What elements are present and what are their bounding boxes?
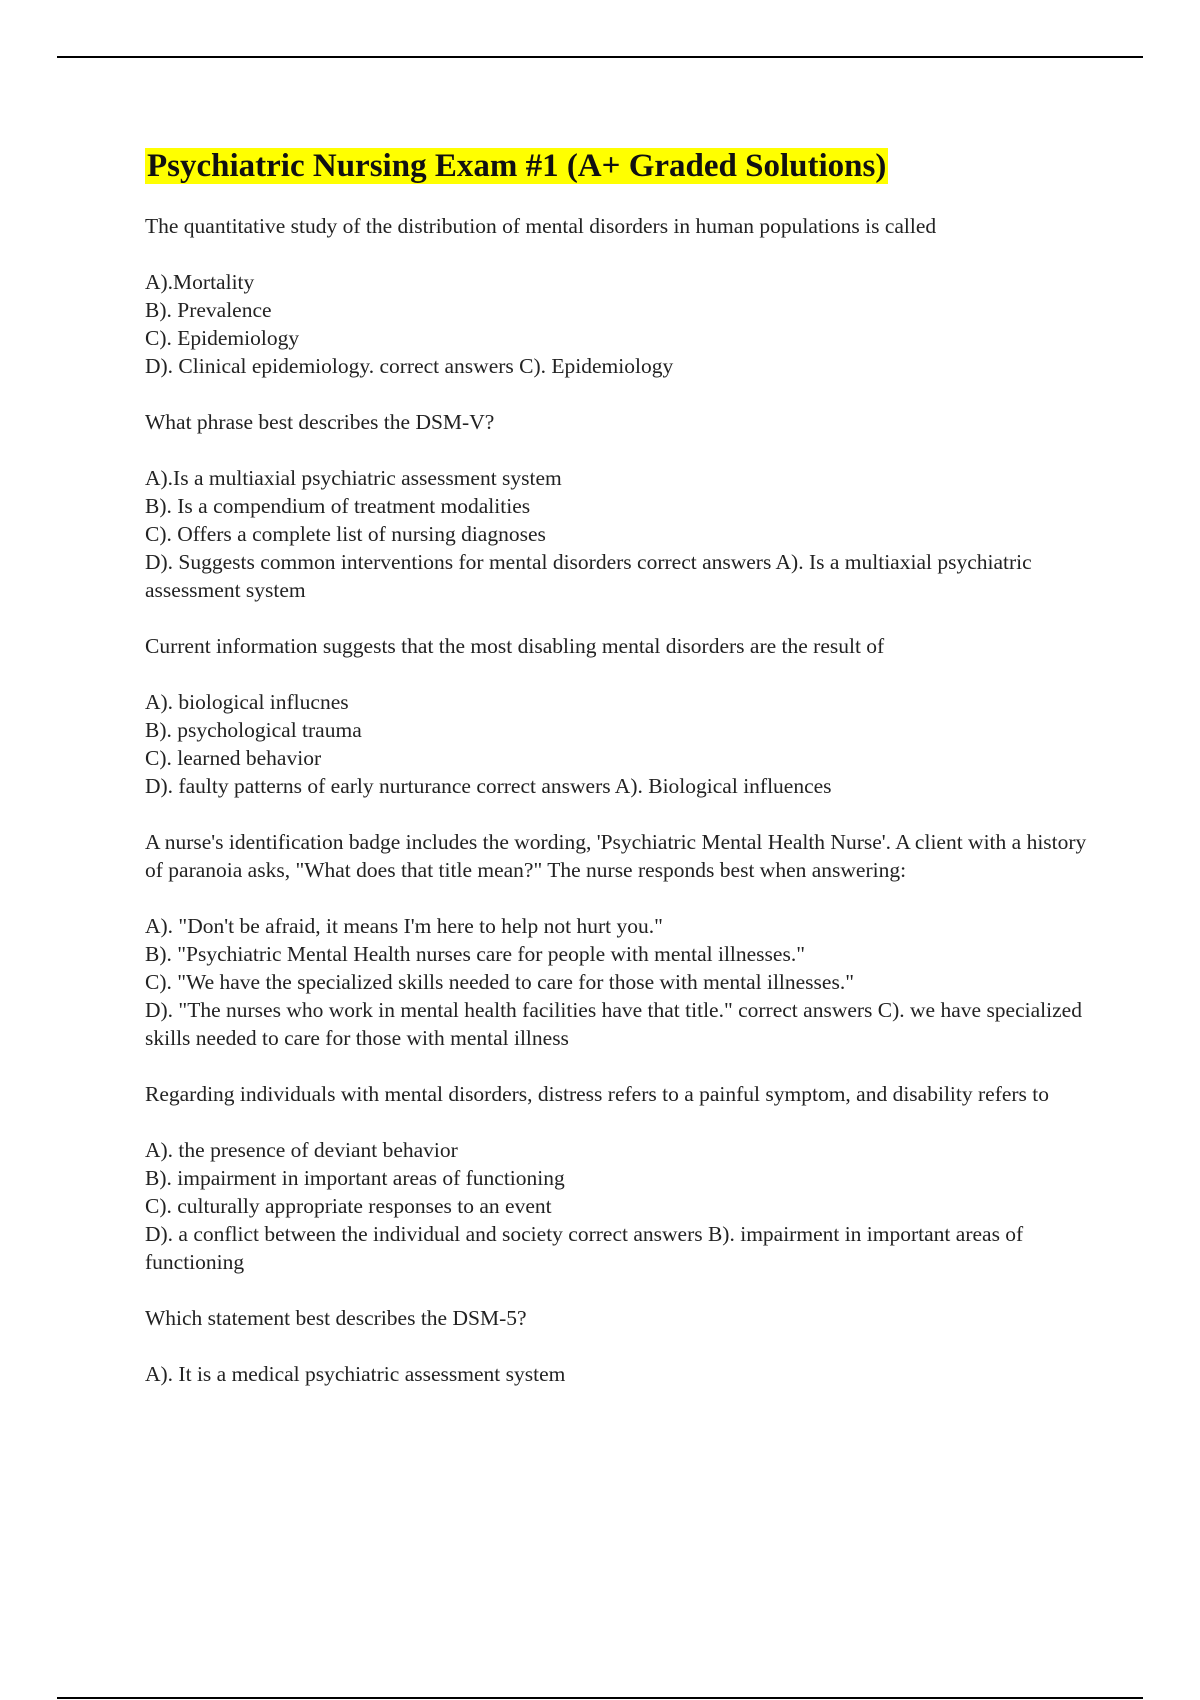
answer-option: B). psychological trauma: [145, 718, 362, 742]
title-highlight: Psychiatric Nursing Exam #1 (A+ Graded Solutions): [147, 148, 887, 184]
question-stem: Regarding individuals with mental disorders, distress refers to a painful symptom, and disability refers to: [145, 1082, 1050, 1106]
answer-option: A).Mortality: [145, 270, 255, 294]
answer-options: [145, 268, 1090, 380]
answer-options: [145, 464, 1090, 604]
answer-option: B). Is a compendium of treatment modalities: [145, 494, 531, 518]
answer-option: D). Suggests common interventions for mental disorders correct answers A). Is a multiaxial psychiatric assessment system: [145, 550, 1032, 602]
answer-options: [145, 1360, 1090, 1388]
question-stem: Current information suggests that the most disabling mental disorders are the result of: [145, 634, 885, 658]
answer-option: A). It is a medical psychiatric assessment system: [145, 1362, 566, 1386]
answer-option: B). impairment in important areas of functioning: [145, 1166, 565, 1190]
question-stem: Which statement best describes the DSM-5?: [145, 1306, 527, 1330]
question-stem: A nurse's identification badge includes the wording, 'Psychiatric Mental Health Nurse'. A client with a history of paranoia asks, "What does that title mean?" The nurse responds best when answering:: [145, 830, 1087, 882]
answer-option: C). Epidemiology: [145, 326, 300, 350]
answer-option: B). Prevalence: [145, 298, 272, 322]
bottom-rule: [57, 1697, 1143, 1699]
answer-option: A).Is a multiaxial psychiatric assessment system: [145, 466, 562, 490]
answer-option: D). "The nurses who work in mental health facilities have that title." correct answers C). we have specialized skills needed to care for those with mental illness: [145, 998, 1082, 1050]
answer-option: A). biological influcnes: [145, 690, 349, 714]
answer-option: C). culturally appropriate responses to an event: [145, 1194, 552, 1218]
question-stem: What phrase best describes the DSM-V?: [145, 410, 495, 434]
question-block: [145, 212, 1090, 380]
answer-option: C). Offers a complete list of nursing diagnoses: [145, 522, 546, 546]
answer-option: A). the presence of deviant behavior: [145, 1138, 458, 1162]
answer-option: A). "Don't be afraid, it means I'm here to help not hurt you.": [145, 914, 663, 938]
top-rule: [57, 56, 1143, 58]
question-block: [145, 828, 1090, 1052]
question-block: [145, 1304, 1090, 1388]
document-title: [145, 144, 1090, 188]
answer-option: B). "Psychiatric Mental Health nurses care for people with mental illnesses.": [145, 942, 805, 966]
answer-option: D). Clinical epidemiology. correct answers C). Epidemiology: [145, 354, 674, 378]
answer-options: [145, 688, 1090, 800]
question-block: [145, 632, 1090, 800]
question-block: [145, 1080, 1090, 1276]
answer-option: C). learned behavior: [145, 746, 322, 770]
answer-option: D). faulty patterns of early nurturance correct answers A). Biological influences: [145, 774, 832, 798]
answer-options: [145, 1136, 1090, 1276]
question-block: [145, 408, 1090, 604]
answer-option: C). "We have the specialized skills needed to care for those with mental illnesses.": [145, 970, 854, 994]
document-body: [145, 144, 1090, 1416]
question-stem: The quantitative study of the distribution of mental disorders in human populations is called: [145, 214, 937, 238]
answer-options: [145, 912, 1090, 1052]
answer-option: D). a conflict between the individual and society correct answers B). impairment in important areas of functioning: [145, 1222, 1024, 1274]
